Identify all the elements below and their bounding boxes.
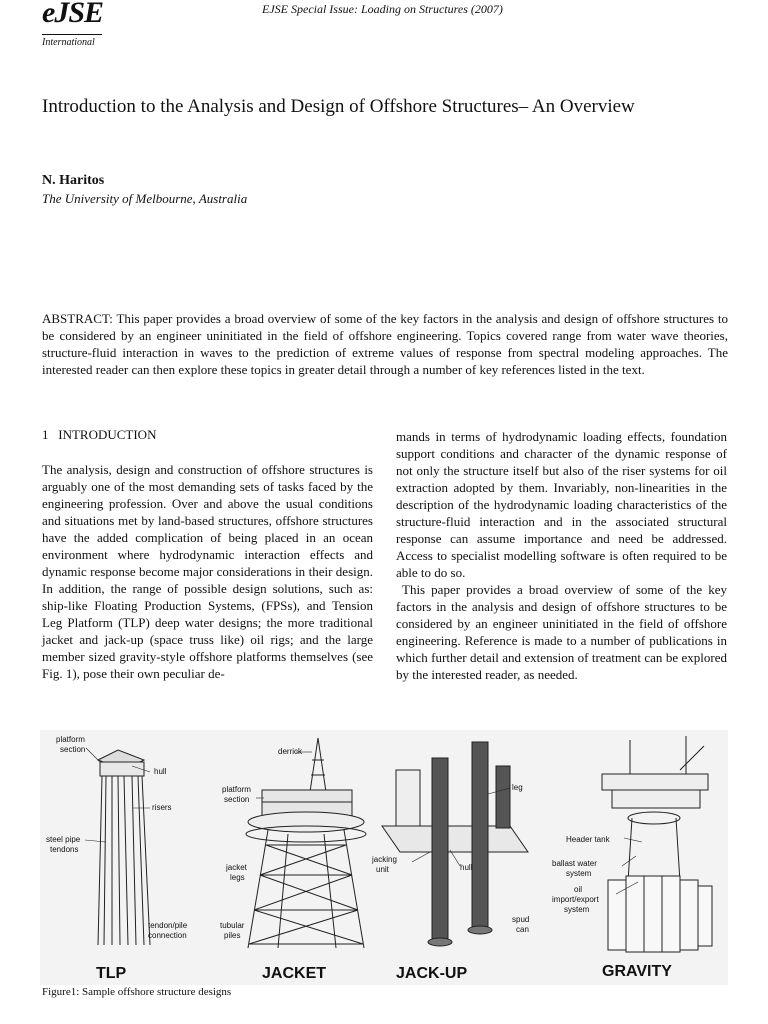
jacket-label-platform: platform [222, 785, 251, 794]
tlp-title: TLP [96, 965, 127, 982]
tlp-label-platform: platform [56, 735, 85, 744]
section-heading: 1 INTRODUCTION [42, 427, 157, 442]
body-paragraph: This paper provides a broad overview of some of the key factors in the analysis and design of offshore structures to be considered by an engineer uninitiated in the field of offshore engineering. Reference is made to a number of publications in which further detail and extension of treatment can be explored by the interested reader, as needed. [396, 582, 727, 682]
body-paragraph: mands in terms of hydrodynamic loading effects, foundation support conditions and character of the dynamic response of not only the structure itself but also of the riser systems for oil extraction adopted by them. Invariably, non-linearities in the description of the hydrodynamic loading characteristics of the structure-fluid interaction and in the associated structural response can assume importance and need be addressed. Access to specialist modelling software is often required to be able to do so. [396, 429, 727, 580]
tlp-label-section: section [60, 745, 86, 754]
abstract: ABSTRACT: This paper provides a broad overview of some of the key factors in the analysis and design of offshore structures to be considered by an engineer uninitiated in the field of offshore engineering. Topics covered range from water wave theories, structure-fluid interaction in waves to the prediction of extreme values of response from spectral modeling approaches. The interested reader can then explore these topics in greater detail through a number of key references listed in the text. [42, 311, 728, 377]
jackup-label-jacking: jacking [372, 855, 397, 864]
jacket-label-derrick: derrick [278, 747, 303, 756]
journal-logo-subtitle: International [42, 37, 95, 48]
author-affiliation: The University of Melbourne, Australia [42, 191, 248, 206]
tlp-label-steel-pipe: steel pipe [46, 835, 81, 844]
journal-header: EJSE Special Issue: Loading on Structures (2007) [262, 2, 503, 16]
tlp-label-tendons: tendons [50, 845, 79, 854]
tlp-label-connection: connection [148, 931, 187, 940]
logo-divider [42, 34, 102, 35]
jacket-label-jacket: jacket [226, 863, 247, 872]
gravity-label-header-tank: Header tank [566, 835, 610, 844]
jacket-title: JACKET [262, 965, 327, 982]
jackup-label-spud: spud [512, 915, 530, 924]
figure-caption: Figure1: Sample offshore structure designs [42, 986, 232, 998]
jacket-label-section: section [224, 795, 250, 804]
figure-offshore-structures [40, 730, 728, 985]
author-name: N. Haritos [42, 173, 105, 188]
paper-title: Introduction to the Analysis and Design of Offshore Structures– An Overview [42, 96, 635, 117]
jackup-label-hull: hull [460, 863, 473, 872]
gravity-title: GRAVITY [602, 963, 672, 980]
gravity-label-system2: system [564, 905, 590, 914]
tlp-label-hull: hull [154, 767, 167, 776]
gravity-label-system: system [566, 869, 592, 878]
jackup-label-can: can [516, 925, 529, 934]
gravity-label-oil: oil [574, 885, 583, 894]
body-column-right [396, 428, 727, 683]
jacket-label-legs: legs [230, 873, 245, 882]
jackup-title: JACK-UP [396, 965, 468, 982]
tlp-label-tendon-pile: tendon/pile [148, 921, 188, 930]
jacket-label-piles: piles [224, 931, 241, 940]
jacket-label-tubular: tubular [220, 921, 245, 930]
jackup-label-leg: leg [512, 783, 523, 792]
gravity-label-import-export: import/export [552, 895, 599, 904]
jackup-label-unit: unit [376, 865, 389, 874]
journal-logo: eJSE [42, 0, 104, 29]
tlp-label-risers: risers [152, 803, 172, 812]
gravity-label-ballast: ballast water [552, 859, 597, 868]
body-column-left: The analysis, design and construction of offshore structures is arguably one of the most demanding sets of tasks faced by the engineering profession. Over and above the usual conditions and situations met by land-based structures, offshore structures have the added complication of being placed in an ocean environment where hydrodynamic interaction effects and dynamic response become major considerations in their design. In addition, the range of possible design solutions, such as: ship-like Floating Production Systems, (FPSs), and Tension Leg Platform (TLP) deep water designs; the more traditional jacket and jack-up (space truss like) oil rigs; and the large member sized gravity-style offshore platforms themselves (see Fig. 1), pose their own peculiar de- [42, 462, 373, 681]
